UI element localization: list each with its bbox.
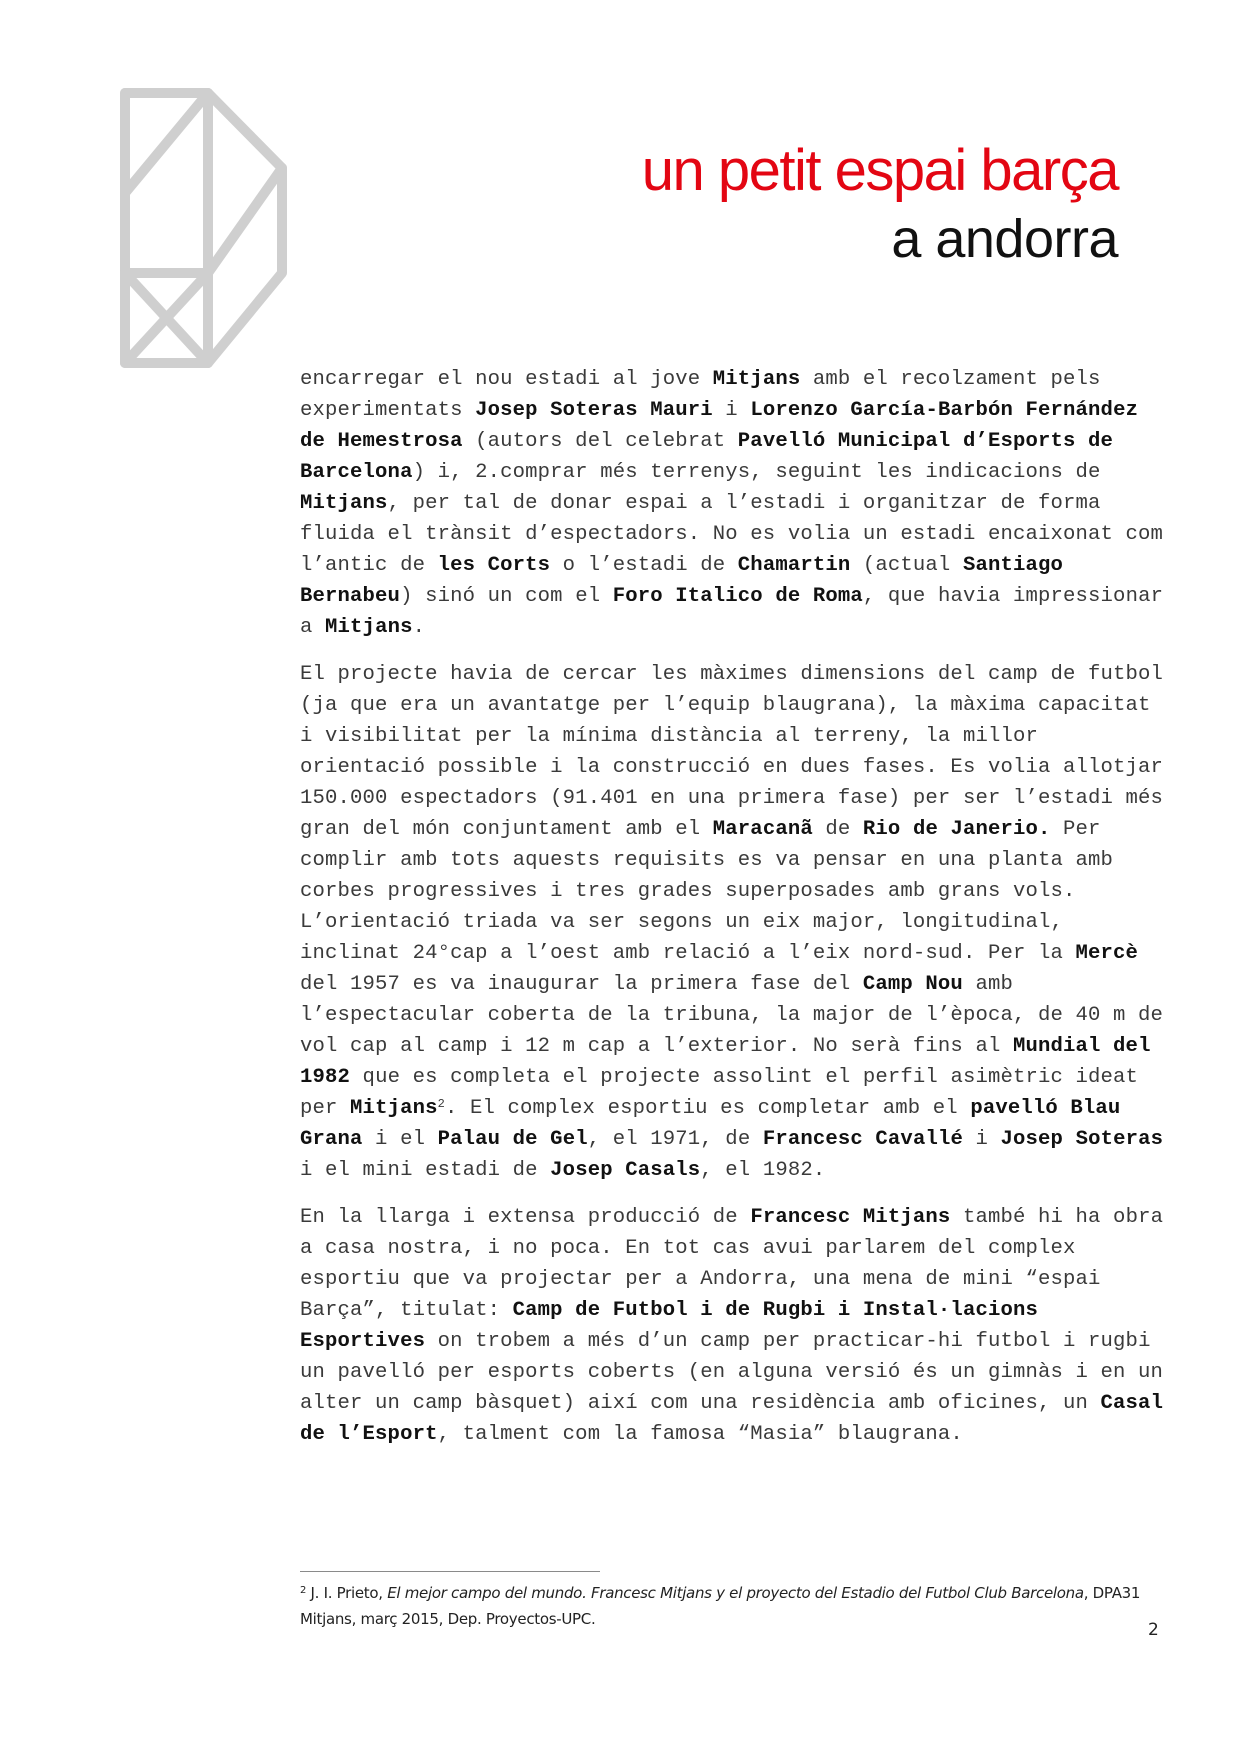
text-run: , el 1971, de xyxy=(587,1128,763,1151)
paragraph xyxy=(300,364,1165,643)
text-run: , el 1982. xyxy=(700,1159,826,1182)
text-run: , per tal de donar espai a l’estadi i organitzar de forma fluida el trànsit d’espectadors. No es volia un estadi encaixonat com l’antic de xyxy=(300,492,1164,577)
text-run: Per complir amb tots aquests requisits es va pensar en una planta amb corbes progressives i tres grades superposades amb grans vols. L’orientació triada va ser segons un eix major, longitudinal, inclinat 24°cap a l’oest amb relació a l’eix nord-sud. Per la xyxy=(300,818,1114,965)
text-run: del 1957 es va inaugurar la primera fase del xyxy=(300,973,863,996)
text-run: i el xyxy=(362,1128,438,1151)
text-run: . El complex esportiu es completar amb el xyxy=(444,1097,971,1120)
text-run: on trobem a més d’un camp per practicar-hi futbol i rugbi un pavelló per esports coberts (en alguna versió és un gimnàs i en un alter un camp bàsquet) així com una residència amb oficines, un xyxy=(300,1330,1164,1415)
text-run: El projecte havia de cercar les màximes dimensions del camp de futbol (ja que era un avantatge per l’equip blaugrana), la màxima capacitat i visibilitat per la mínima distància al terreny, la millor orientació possible i la construcció en dues fases. Es volia allotjar 150.000 espectadors (91.401 en una primera fase) per ser l’estadi més gran del món conjuntament amb el xyxy=(300,663,1164,841)
text-run: , talment com la famosa “Masia” blaugrana. xyxy=(437,1423,963,1446)
bold-term: Josep Casals xyxy=(550,1159,701,1182)
paragraph xyxy=(300,1202,1165,1450)
bold-term: Mundial del 1982 xyxy=(300,1035,1151,1089)
document-title xyxy=(641,138,1118,269)
bold-term: pavelló Blau Grana xyxy=(300,1097,1121,1151)
title-line-2: a andorra xyxy=(891,209,1118,269)
footnote-details: , DPA31 Mitjans, març 2015, Dep. Proyectos-UPC. xyxy=(300,1584,1141,1628)
bold-term: Maracanã xyxy=(712,818,813,841)
bold-term: Francesc Cavallé xyxy=(762,1128,963,1151)
bold-term: Rio de Janerio. xyxy=(862,818,1051,841)
footnote-marker: 2 xyxy=(300,1585,307,1596)
bold-term: Josep Soteras Mauri xyxy=(475,399,713,422)
text-run: de xyxy=(812,818,863,841)
text-run: i xyxy=(712,399,751,422)
text-run: ) sinó un com el xyxy=(400,585,613,608)
bold-term: Santiago Bernabeu xyxy=(300,554,1064,608)
text-run: ) i, 2.comprar més terrenys, seguint les indicacions de xyxy=(412,461,1101,484)
text-run: (autors del celebrat xyxy=(462,430,738,453)
bold-term: Camp de Futbol i de Rugbi i Instal·lacions Esportives xyxy=(300,1299,1038,1353)
bold-term: Mercè xyxy=(1075,942,1139,965)
bold-term: Mitjans xyxy=(350,1097,438,1120)
footnote-reference: 2 xyxy=(437,1097,445,1111)
bold-term: Chamartin xyxy=(737,554,851,577)
text-run: i xyxy=(962,1128,1001,1151)
page-number: 2 xyxy=(1148,1620,1159,1640)
bold-term: Palau de Gel xyxy=(437,1128,588,1151)
text-run: . xyxy=(412,616,426,639)
bold-term: Josep Soteras xyxy=(1000,1128,1164,1151)
title-line-1: un petit espai barça xyxy=(641,138,1118,203)
text-run: encarregar el nou estadi al jove xyxy=(300,368,713,391)
bold-term: Casal de l’Esport xyxy=(300,1392,1164,1446)
bold-term: Mitjans xyxy=(300,492,388,515)
text-run: també hi ha obra a casa nostra, i no poca. En tot cas avui parlarem del complex esportiu que va projectar per a Andorra, una mena de mini “espai Barça”, titulat: xyxy=(300,1206,1164,1322)
bold-term: Francesc Mitjans xyxy=(750,1206,951,1229)
text-run: , que havia impressionar a xyxy=(300,585,1164,639)
bold-term: Camp Nou xyxy=(862,973,963,996)
footnote-author: J. I. Prieto, xyxy=(306,1584,388,1602)
footnote xyxy=(300,1580,1170,1632)
article-body xyxy=(300,364,1165,1466)
footnote-divider xyxy=(300,1571,600,1572)
geometric-outline-logo-icon xyxy=(120,88,320,368)
paragraph xyxy=(300,659,1165,1186)
text-run: amb l’espectacular coberta de la tribuna, la major de l’època, de 40 m de vol cap al camp i 12 m cap a l’exterior. No serà fins al xyxy=(300,973,1164,1058)
bold-term: les Corts xyxy=(437,554,551,577)
bold-term: Foro Italico de Roma xyxy=(612,585,863,608)
text-run: que es completa el projecte assolint el perfil asimètric ideat per xyxy=(300,1066,1139,1120)
text-run: En la llarga i extensa producció de xyxy=(300,1206,751,1229)
footnote-work-title: El mejor campo del mundo. Francesc Mitjans y el proyecto del Estadio del Futbol Club Barcelona xyxy=(387,1584,1084,1602)
text-run: amb el recolzament pels experimentats xyxy=(300,368,1101,422)
text-run: (actual xyxy=(850,554,963,577)
bold-term: Mitjans xyxy=(712,368,801,391)
text-run: o l’estadi de xyxy=(550,554,738,577)
bold-term: Lorenzo García-Barbón Fernández de Hemestrosa xyxy=(300,399,1139,453)
bold-term: Pavelló Municipal d’Esports de Barcelona xyxy=(300,430,1114,484)
text-run: i el mini estadi de xyxy=(300,1159,551,1182)
bold-term: Mitjans xyxy=(325,616,413,639)
